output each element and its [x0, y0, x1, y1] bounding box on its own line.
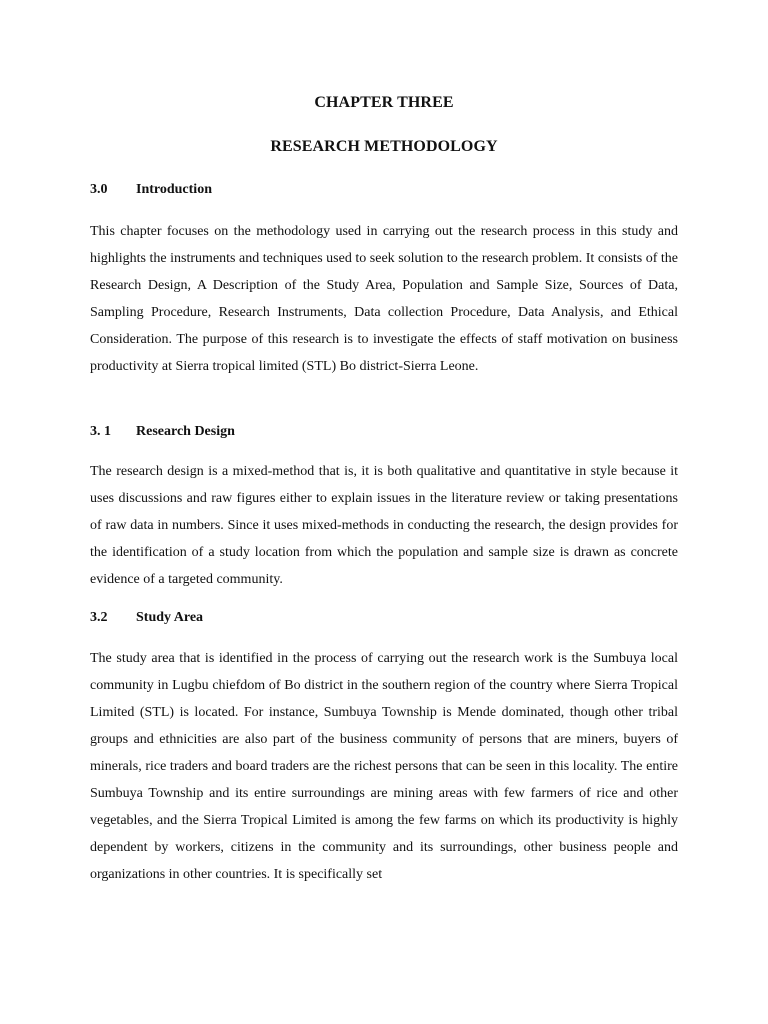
chapter-title: CHAPTER THREE	[314, 94, 454, 111]
section-heading-introduction	[90, 182, 212, 198]
section-number: 3.2	[90, 610, 108, 625]
section-number: 3.0	[90, 182, 108, 197]
section-title: Research Design	[136, 424, 235, 439]
introduction-paragraph: This chapter focuses on the methodology used in carrying out the research process in this study and highlights the instruments and techniques used to seek solution to the research problem. It consists of the Research Design, A Description of the Study Area, Population and Sample Size, Sources of Data, Sampling Procedure, Research Instruments, Data collection Procedure, Data Analysis, and Ethical Consideration. The purpose of this research is to investigate the effects of staff motivation on business productivity at Sierra tropical limited (STL) Bo district-Sierra Leone.	[90, 224, 678, 374]
section-number: 3. 1	[90, 424, 111, 439]
research-design-paragraph: The research design is a mixed-method that is, it is both qualitative and quantitative in style because it uses discussions and raw figures either to explain issues in the literature review or taking presentations of raw data in numbers. Since it uses mixed-methods in conducting the research, the design provides for the identification of a study location from which the population and sample size is drawn as concrete evidence of a targeted community.	[90, 464, 678, 587]
section-title: Study Area	[136, 610, 204, 625]
section-heading-research-design	[90, 424, 235, 440]
chapter-subtitle: RESEARCH METHODOLOGY	[270, 138, 498, 155]
study-area-paragraph: The study area that is identified in the process of carrying out the research work is the Sumbuya local community in Lugbu chiefdom of Bo district in the southern region of the country where Sierra Tropical Limited (STL) is located. For instance, Sumbuya Township is Mende dominated, though other tribal groups and ethnicities are also part of the business community of persons that are miners, buyers of minerals, rice traders and board traders are the richest persons that can be seen in this locality. The entire Sumbuya Township and its entire surroundings are mining areas with few farmers of rice and other vegetables, and the Sierra Tropical Limited is among the few farms on which its productivity is highly dependent by workers, citizens in the community and its surroundings, other business people and organizations in other countries. It is specifically set	[90, 651, 678, 882]
section-title: Introduction	[136, 182, 212, 197]
section-heading-study-area	[90, 610, 203, 626]
